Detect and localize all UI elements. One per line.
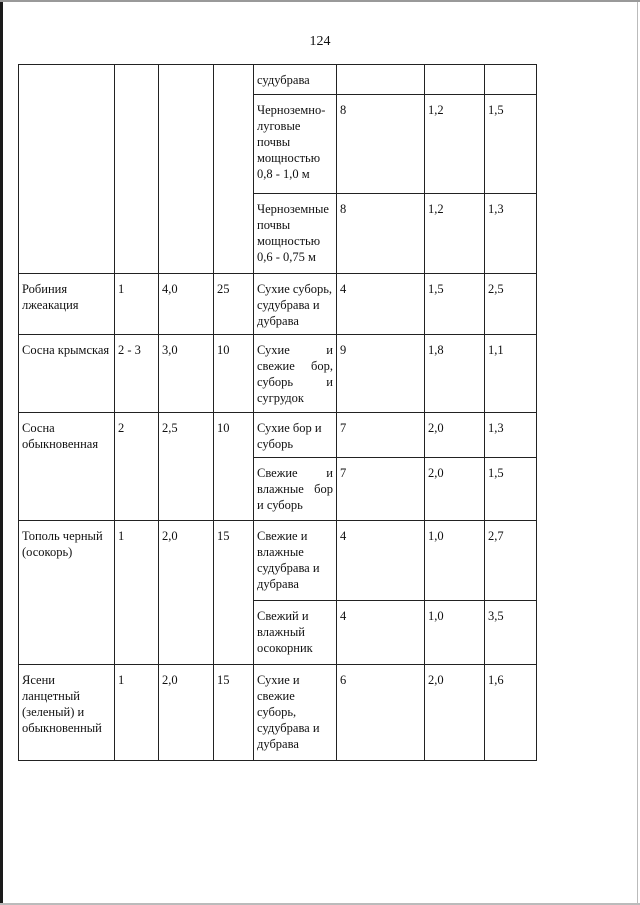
scan-edge-right: [637, 0, 638, 905]
value-cell: 6: [337, 665, 425, 761]
value-cell: 2,5: [159, 413, 214, 521]
value-cell: 8: [337, 194, 425, 274]
value-cell: 1,0: [425, 601, 485, 665]
value-cell: 2,0: [425, 665, 485, 761]
species-soil-table: [18, 64, 537, 761]
value-cell: 2,0: [159, 521, 214, 665]
value-cell: 2,0: [425, 413, 485, 458]
table-row: [19, 413, 537, 458]
soil-cell: Свежий и влажный осокорник: [254, 601, 337, 665]
value-cell: 2,0: [425, 458, 485, 521]
value-cell: 10: [214, 413, 254, 521]
table-row: [19, 665, 537, 761]
value-cell: 2,7: [485, 521, 537, 601]
table-row: [19, 521, 537, 601]
soil-cell: Сухие и свежие суборь, судубрава и дубрава: [254, 665, 337, 761]
value-cell: 4,0: [159, 274, 214, 335]
value-cell: 9: [337, 335, 425, 413]
species-cell: Сосна обыкновенная: [19, 413, 115, 521]
value-cell: 25: [214, 274, 254, 335]
value-cell: 10: [214, 335, 254, 413]
value-cell: 2: [115, 413, 159, 521]
scan-edge-top: [0, 0, 640, 2]
value-cell: 15: [214, 521, 254, 665]
value-cell: 1,5: [485, 95, 537, 194]
soil-cell: Свежие и влажные судубрава и дубрава: [254, 521, 337, 601]
value-cell: 1,5: [425, 274, 485, 335]
value-cell: 2,5: [485, 274, 537, 335]
table-row: [19, 65, 537, 95]
value-cell: 1: [115, 665, 159, 761]
value-cell: 1,8: [425, 335, 485, 413]
value-cell: 1,0: [425, 521, 485, 601]
value-cell: 1: [115, 274, 159, 335]
species-cell: Ясени ланцетный (зеленый) и обыкновенный: [19, 665, 115, 761]
species-cell: Робиния лжеакация: [19, 274, 115, 335]
soil-cell: судубрава: [254, 65, 337, 95]
value-cell: 1,3: [485, 413, 537, 458]
value-cell: 3,0: [159, 335, 214, 413]
value-cell: [425, 65, 485, 95]
value-cell: [115, 65, 159, 274]
value-cell: [159, 65, 214, 274]
value-cell: 7: [337, 458, 425, 521]
page-number: 124: [309, 34, 331, 49]
value-cell: 15: [214, 665, 254, 761]
value-cell: 4: [337, 601, 425, 665]
soil-cell: Сухие суборь, судубрава и дубрава: [254, 274, 337, 335]
soil-cell: Свежие и влажные бор и суборь: [254, 458, 337, 521]
value-cell: 1,3: [485, 194, 537, 274]
soil-cell: Сухие и свежие бор, суборь и сугрудок: [254, 335, 337, 413]
species-cell: Сосна крымская: [19, 335, 115, 413]
value-cell: 1,2: [425, 194, 485, 274]
value-cell: 2 - 3: [115, 335, 159, 413]
soil-cell: Черноземные почвы мощностью 0,6 - 0,75 м: [254, 194, 337, 274]
value-cell: 1,5: [485, 458, 537, 521]
soil-cell: Черноземно-луговые почвы мощностью 0,8 - 1,0 м: [254, 95, 337, 194]
value-cell: [337, 65, 425, 95]
table-row: [19, 274, 537, 335]
value-cell: 1: [115, 521, 159, 665]
value-cell: 2,0: [159, 665, 214, 761]
value-cell: 4: [337, 521, 425, 601]
value-cell: 8: [337, 95, 425, 194]
value-cell: 1,2: [425, 95, 485, 194]
value-cell: 7: [337, 413, 425, 458]
table-row: [19, 335, 537, 413]
value-cell: [214, 65, 254, 274]
soil-cell: Сухие бор и суборь: [254, 413, 337, 458]
value-cell: 1,6: [485, 665, 537, 761]
value-cell: 3,5: [485, 601, 537, 665]
value-cell: 1,1: [485, 335, 537, 413]
species-cell: Тополь черный (осокорь): [19, 521, 115, 665]
value-cell: 4: [337, 274, 425, 335]
scan-edge-left: [0, 0, 3, 905]
species-cell: [19, 65, 115, 274]
value-cell: [485, 65, 537, 95]
